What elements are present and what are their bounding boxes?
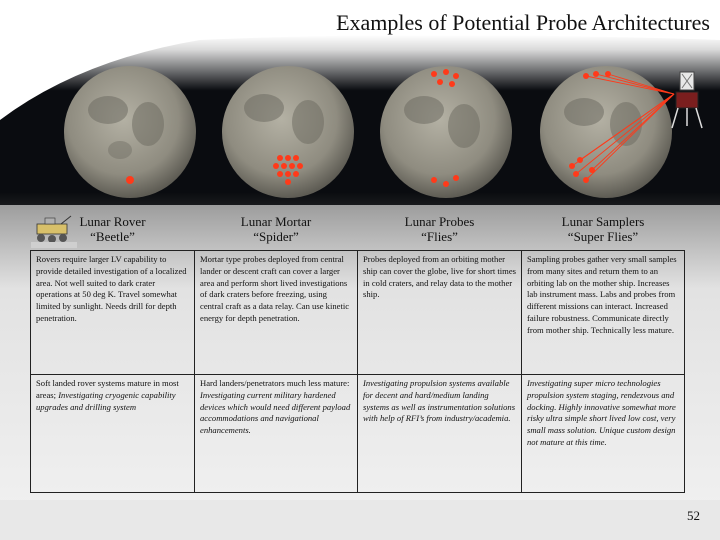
capability-cell-samplers: Sampling probes gather very small samples from many sites and return them to an orbiting lab on the mother ship. Increases lab instrument mass. Labs and probes from different missions can interact. Increased failure robustness. Communicate directly from mother ship. Technically less mature. [522, 251, 685, 375]
column-nickname: “Flies” [421, 229, 458, 244]
table-header-row [31, 208, 685, 251]
capability-cell-probes: Probes deployed from an orbiting mother ship can cover the globe, live for short times in cold craters, and relay data to the mother ship. [358, 251, 522, 375]
page-number: 52 [687, 508, 700, 523]
capability-cell-mortar: Mortar type probes deployed from central lander or descent craft can cover a larger area and perform short lived investigations of dark craters before freezing, using central craft as a data relay. Can use kinetic energy for depth penetration. [195, 251, 358, 375]
maturity-italic-text: Investigating cryogenic capability upgrades and drilling system [36, 389, 176, 412]
lander-icon [670, 70, 704, 134]
rover-icon [31, 212, 77, 248]
capability-row [31, 251, 685, 375]
capability-cell-rover: Rovers require larger LV capability to provide detailed investigation of a localized area. Not well suited to dark crater operations at 50 deg K. Travel somewhat limited by sunlight. Needs drill for depth penetration. [31, 251, 195, 375]
maturity-cell-mortar [195, 375, 358, 493]
column-nickname: “Beetle” [90, 229, 135, 244]
column-nickname: “Super Flies” [567, 229, 639, 244]
column-header-mortar [195, 208, 358, 251]
maturity-italic-text: Investigating current military hardened devices which would need different payload accommodations and navigational enhancements. [200, 389, 351, 436]
maturity-cell-samplers [522, 375, 685, 493]
maturity-cell-probes [358, 375, 522, 493]
maturity-text: Soft landed rover systems mature in most areas; [36, 378, 179, 400]
column-header-probes [358, 208, 522, 251]
maturity-italic-text: Investigating propulsion systems available for decent and hard/medium landing systems as well as instrumentation solutions with help of RFI’s from industry/academia. [363, 378, 516, 424]
column-name: Lunar Mortar [240, 214, 312, 229]
maturity-italic-text: Investigating super micro technologies propulsion system staging, rendezvous and docking. Highly innovative somewhat more risky ultra simple short lived low cost, very small mass solution. Unique custom design not mature at this time. [527, 378, 676, 447]
maturity-text: Hard landers/penetrators much less mature: [200, 378, 350, 388]
column-name: Lunar Samplers [561, 214, 645, 229]
column-header-rover [31, 208, 195, 251]
slide-title: Examples of Potential Probe Architectures [336, 10, 710, 35]
moon-mortar-icon [218, 62, 358, 202]
moon-illustrations [0, 62, 720, 202]
column-name: Lunar Rover [79, 214, 146, 229]
moon-rover-icon [60, 62, 200, 202]
maturity-row [31, 375, 685, 493]
architecture-table [30, 208, 685, 493]
maturity-cell-rover [31, 375, 195, 493]
column-name: Lunar Probes [404, 214, 475, 229]
column-nickname: “Spider” [253, 229, 299, 244]
moon-probes-icon [376, 62, 516, 202]
moon-samplers-icon [536, 62, 676, 202]
column-header-samplers [522, 208, 685, 251]
